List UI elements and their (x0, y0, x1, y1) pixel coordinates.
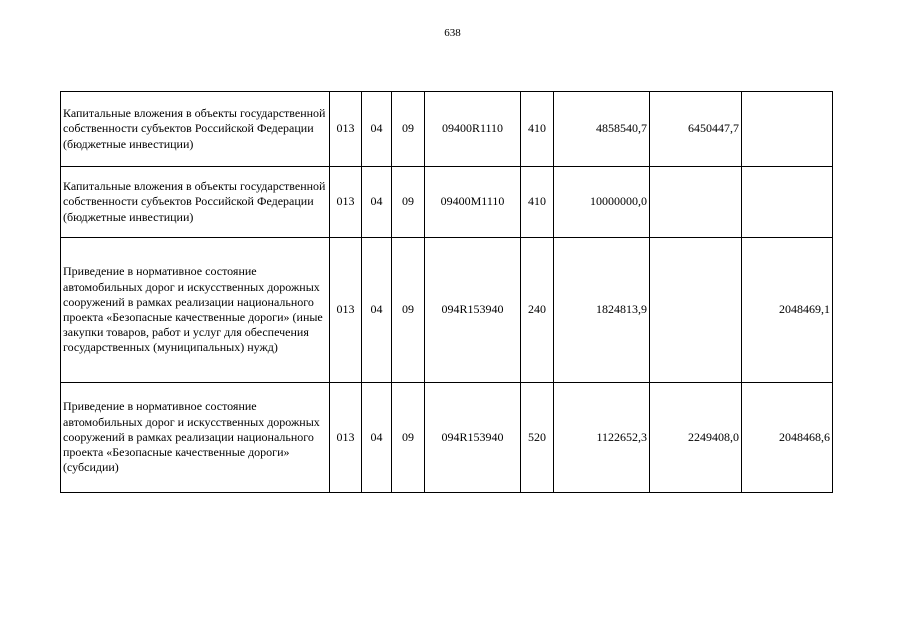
amount-year-2 (650, 167, 742, 238)
target-article-code: 094R153940 (425, 238, 521, 383)
amount-year-1: 1122652,3 (554, 383, 650, 493)
amount-year-2: 2249408,0 (650, 383, 742, 493)
expense-type-code: 410 (521, 92, 554, 167)
ministry-code: 013 (330, 167, 362, 238)
table-row (61, 238, 833, 383)
row-description: Капитальные вложения в объекты государственной собственности субъектов Российской Федерации (бюджетные инвестиции) (61, 167, 330, 238)
amount-year-1: 1824813,9 (554, 238, 650, 383)
subsection-code: 09 (392, 167, 425, 238)
expense-type-code: 410 (521, 167, 554, 238)
row-description: Капитальные вложения в объекты государственной собственности субъектов Российской Федерации (бюджетные инвестиции) (61, 92, 330, 167)
amount-year-2: 6450447,7 (650, 92, 742, 167)
row-description: Приведение в нормативное состояние автомобильных дорог и искусственных дорожных сооружений в рамках реализации национального проекта «Безопасные качественные дороги» (иные закупки товаров, работ и услуг для обеспечения государственных (муниципальных) нужд) (61, 238, 330, 383)
subsection-code: 09 (392, 92, 425, 167)
section-code: 04 (362, 92, 392, 167)
section-code: 04 (362, 383, 392, 493)
expense-type-code: 520 (521, 383, 554, 493)
amount-year-1: 10000000,0 (554, 167, 650, 238)
amount-year-2 (650, 238, 742, 383)
target-article-code: 094R153940 (425, 383, 521, 493)
section-code: 04 (362, 238, 392, 383)
amount-year-3: 2048469,1 (742, 238, 833, 383)
amount-year-3 (742, 92, 833, 167)
ministry-code: 013 (330, 383, 362, 493)
table-row (61, 383, 833, 493)
target-article-code: 09400R1110 (425, 92, 521, 167)
amount-year-3 (742, 167, 833, 238)
amount-year-3: 2048468,6 (742, 383, 833, 493)
budget-table (60, 91, 833, 493)
ministry-code: 013 (330, 238, 362, 383)
page-number: 638 (444, 27, 461, 39)
expense-type-code: 240 (521, 238, 554, 383)
subsection-code: 09 (392, 383, 425, 493)
row-description: Приведение в нормативное состояние автомобильных дорог и искусственных дорожных сооружений в рамках реализации национального проекта «Безопасные качественные дороги» (субсидии) (61, 383, 330, 493)
ministry-code: 013 (330, 92, 362, 167)
subsection-code: 09 (392, 238, 425, 383)
section-code: 04 (362, 167, 392, 238)
target-article-code: 09400M1110 (425, 167, 521, 238)
table-row (61, 167, 833, 238)
table-row (61, 92, 833, 167)
amount-year-1: 4858540,7 (554, 92, 650, 167)
